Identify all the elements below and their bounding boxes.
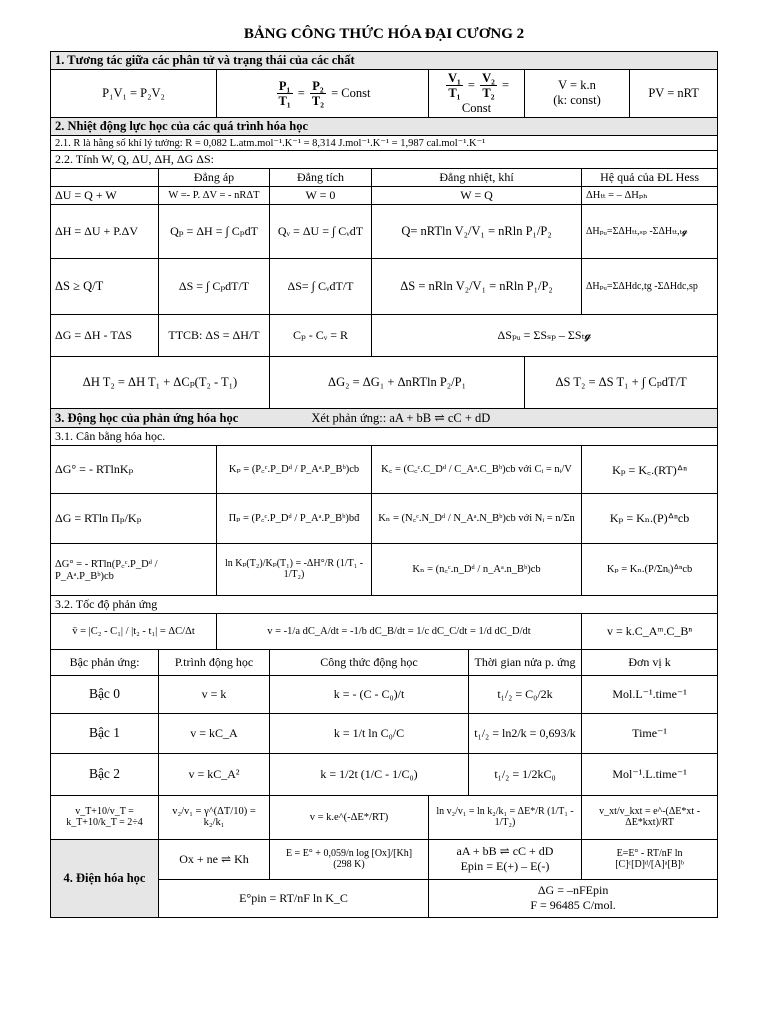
row-delta-g: ΔG = ΔH - TΔS TTCB: ΔS = ΔH/T Cₚ - Cᵥ = R ΔSₚᵤ = ΣSₛₚ – ΣSₜ𝓰 (51, 314, 718, 356)
section-4-header: 4. Điện hóa học (51, 839, 159, 917)
charles-law: $\frac{\text{P₁}}{\text{T₁}}$ = $\frac{\text{P₂}}{\text{T₂}}$ = Const (217, 70, 429, 118)
gas-laws-row (51, 70, 718, 118)
col-isothermal: Đẳng nhiệt, khí (372, 168, 582, 186)
equilibrium-row-1: ΔG° = - RTlnKₚ Kₚ = (P꜀ᶜ.P_Dᵈ / P_Aᵃ.P_Bᵇ)cb K꜀ = (C꜀ᶜ.C_Dᵈ / C_Aᵃ.C_Bᵇ)cb với Cᵢ = nᵢ/V Kₚ = K꜀.(RT)ᐞⁿ (51, 445, 718, 493)
equilibrium-subheader: 3.1. Cân bằng hóa học. (51, 427, 718, 445)
thermo-subheader: 2.2. Tính W, Q, ΔU, ΔH, ΔG ΔS: (51, 150, 718, 168)
avogadro-law: V = k.n (k: const) (525, 70, 630, 118)
ideal-gas-law: PV = nRT (630, 70, 718, 118)
page-title: BẢNG CÔNG THỨC HÓA ĐẠI CƯƠNG 2 (243, 26, 525, 42)
faraday-constant: F = 96485 C/mol. (530, 898, 616, 913)
section-3-header: 3. Động học của phản ứng hóa học (55, 410, 239, 425)
standard-emf: E°pin = RT/nF ln K_C (159, 879, 429, 917)
section-3-header-row (51, 408, 718, 427)
order-0-row: Bậc 0 v = k k = - (C - C₀)/t t₁/₂ = C₀/2k Mol.L⁻¹.time⁻¹ (51, 675, 718, 713)
order-2-row: Bậc 2 v = kC_A² k = 1/2t (1/C - 1/C₀) t₁/₂ = 1/2kC₀ Mol⁻¹.L.time⁻¹ (51, 753, 718, 795)
formula-table (50, 51, 718, 918)
thermo-col-headers (51, 168, 718, 186)
nernst-cell: E=E° - RT/nF ln [C]ᶜ[D]ᵈ/[A]ᵃ[B]ᵇ (582, 839, 718, 879)
equilibrium-row-2: ΔG = RTln Πₚ/Kₚ Πₚ = (P꜀ᶜ.P_Dᵈ / P_Aᵃ.P_Bᵇ)bđ Kₙ = (N꜀ᶜ.N_Dᵈ / N_Aᵃ.N_Bᵇ)cb với Nᵢ = n/Σn Kₚ = Kₙ.(P)ᐞⁿcb (51, 493, 718, 543)
reaction-equation: Xét phản ứng:: aA + bB ⇌ cC + dD (311, 410, 491, 425)
rate-subheader: 3.2. Tốc độ phản ứng (51, 595, 718, 613)
boyle-law: P₁V₁ = P₂V₂ (51, 70, 217, 118)
cell-reaction: aA + bB ⇌ cC + dD (456, 844, 554, 859)
electrochem-row-1: 4. Điện hóa học Ox + ne ⇌ Kh E = E° + 0,059/n log [Ox]/[Kh] (298 K) aA + bB ⇌ cC + dD Epin = E(+) – E(-) E=E° - RT/nF ln [C]ᶜ[D]ᵈ/[A]ᵃ[B]ᵇ (51, 839, 718, 879)
section-1-header: 1. Tương tác giữa các phân tử và trạng thái của các chất (51, 52, 718, 70)
row-delta-s: ΔS ≥ Q/T ΔS = ∫ CₚdT/T ΔS= ∫ CᵥdT/T ΔS = nRln V₂/V₁ = nRln P₁/P₂ ΔHₚᵤ=ΣΔHdc,tg -ΣΔHdc,sp (51, 258, 718, 314)
gay-lussac-law: $\frac{\text{V₁}}{\text{T₁}}$ = $\frac{\text{V₂}}{\text{T₂}}$ = Const (429, 70, 525, 118)
row-kirchhoff: ΔH T₂ = ΔH T₁ + ΔCₚ(T₂ - T₁) ΔG₂ = ΔG₁ + ΔnRTln P₂/P₁ ΔS T₂ = ΔS T₁ + ∫ CₚdT/T (51, 356, 718, 408)
col-hess: Hệ quả của ĐL Hess (582, 168, 718, 186)
equilibrium-row-3: ΔG° = - RTln(P꜀ᶜ.P_Dᵈ / P_Aᵃ.P_Bᵇ)cb ln Kₚ(T₂)/Kₚ(T₁) = -ΔH°/R (1/T₁ - 1/T₂) Kₙ = (n꜀ᶜ.n_Dᵈ / n_Aᵃ.n_Bᵇ)cb Kₚ = Kₙ.(P/Σnᵢ)ᐞⁿcb (51, 543, 718, 595)
nernst-equation: E = E° + 0,059/n log [Ox]/[Kh] (285, 848, 413, 860)
row-delta-u: ΔU = Q + W W =- P. ΔV = - nRΔT W = 0 W = Q ΔHₜₜ = – ΔHₚₕ (51, 186, 718, 204)
section-2-header: 2. Nhiệt động lực học của các quá trình hóa học (51, 117, 718, 135)
order-1-row: Bậc 1 v = kC_A k = 1/t ln C₀/C t₁/₂ = ln2/k = 0,693/k Time⁻¹ (51, 713, 718, 753)
rate-row: v̄ = |C₂ - C₁| / |t₂ - t₁| = ΔC/Δt v = -1/a dC_A/dt = -1/b dC_B/dt = 1/c dC_C/dt = 1/d dC_D/dt v = k.C_Aᵐ.C_Bⁿ (51, 613, 718, 649)
cell-potential: Epin = E(+) – E(-) (460, 859, 550, 874)
kinetics-col-headers: Bậc phản ứng: P.trình động học Công thức động học Thời gian nửa p. ứng Đơn vị k (51, 649, 718, 675)
gas-constant-row: 2.1. R là hằng số khí lý tưởng: R = 0,082 L.atm.mol⁻¹.K⁻¹ = 8,314 J.mol⁻¹.K⁻¹ = 1,987 cal.mol⁻¹.K⁻¹ (51, 135, 718, 150)
temperature-rate-row: v_T+10/v_T = k_T+10/k_T = 2÷4 v₂/v₁ = γ^(ΔT/10) = k₂/k₁ v = k.e^(-ΔE*/RT) ln v₂/v₁ = ln k₂/k₁ = ΔE*/R (1/T₁ - 1/T₂) v_xt/v_kxt = e^-(ΔE*xt - ΔE*kxt)/RT (51, 795, 718, 839)
gibbs-emf: ΔG = –nFEpin (537, 883, 609, 898)
col-isobaric: Đẳng áp (159, 168, 270, 186)
row-delta-h: ΔH = ΔU + P.ΔV Qₚ = ΔH = ∫ CₚdT Qᵥ = ΔU = ∫ CᵥdT Q= nRTln V₂/V₁ = nRln P₁/P₂ ΔHₚᵤ=ΣΔHₜₜ,ₛₚ -ΣΔHₜₜ,ₜ𝓰 (51, 204, 718, 258)
col-isochoric: Đẳng tích (270, 168, 372, 186)
